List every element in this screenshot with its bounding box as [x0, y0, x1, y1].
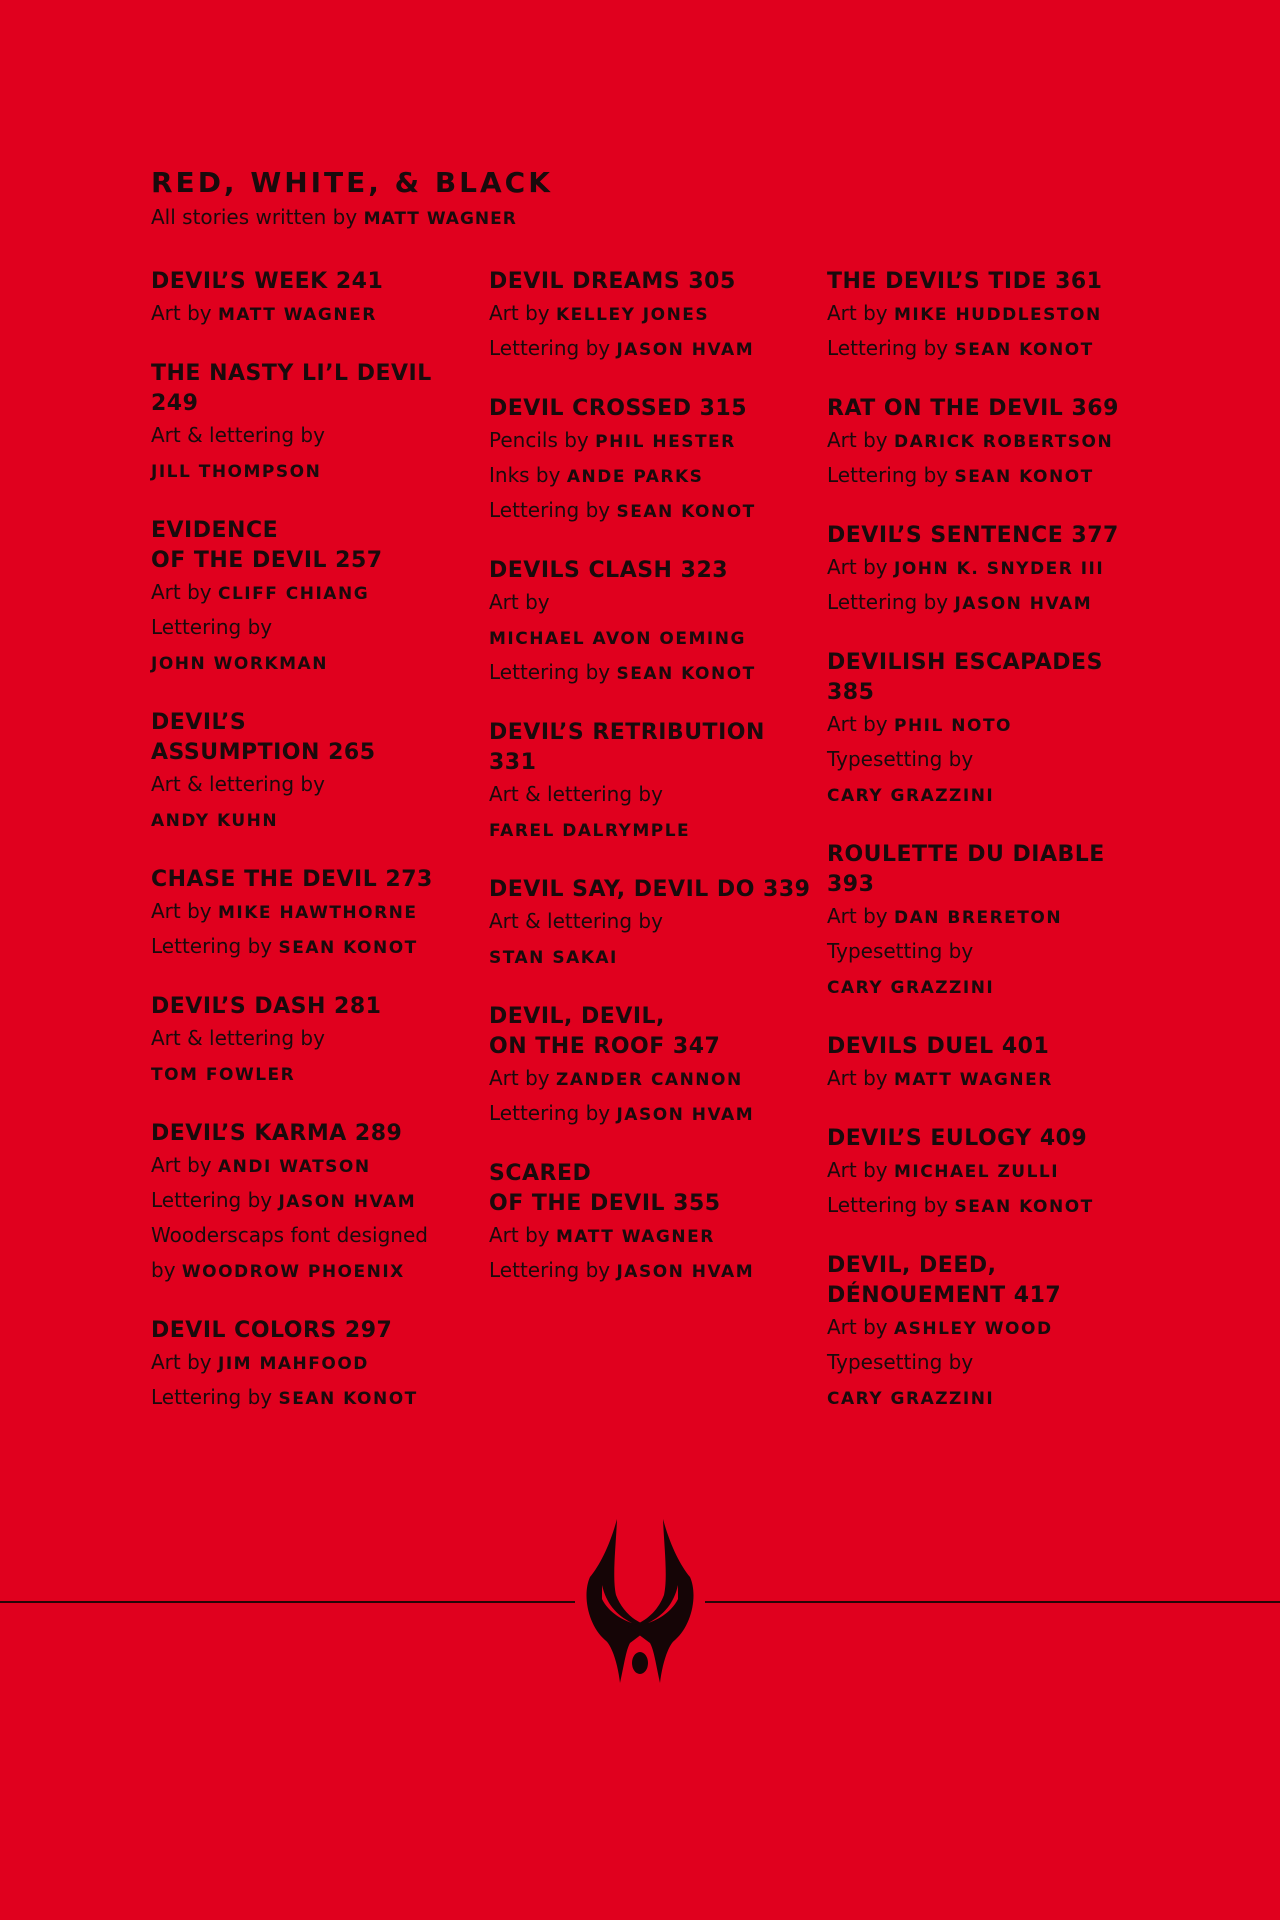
credit-line [489, 424, 819, 459]
story-title: DEVILISH ESCAPADES 385 [827, 650, 1103, 705]
credit-role: Art by [489, 1066, 556, 1090]
credit-line [489, 905, 819, 940]
toc-entry [151, 1119, 481, 1289]
credit-line [827, 297, 1157, 332]
credit-line [151, 454, 481, 489]
credit-line [827, 1062, 1157, 1097]
creator-name: PHIL NOTO [894, 716, 1012, 736]
toc-entry [827, 1124, 1157, 1224]
credit-line [489, 778, 819, 813]
story-title: DEVIL SAY, DEVIL DO 339 [489, 877, 811, 902]
writer-name: MATT WAGNER [363, 209, 517, 229]
creator-name: JILL THOMPSON [151, 462, 322, 482]
credit-role: Lettering by [151, 1385, 279, 1409]
story-title: ASSUMPTION 265 [151, 740, 376, 765]
creator-name: ANDY KUHN [151, 811, 279, 831]
credit-line [151, 646, 481, 681]
creator-name: MIKE HUDDLESTON [894, 305, 1102, 325]
creator-name: CARY GRAZZINI [827, 978, 995, 998]
toc-entry [489, 394, 819, 529]
credit-line [489, 1254, 819, 1289]
credit-line [489, 1097, 819, 1132]
story-title: OF THE DEVIL 257 [151, 548, 383, 573]
credit-role: Art & lettering by [151, 1026, 325, 1050]
credit-role: Lettering by [827, 336, 955, 360]
credit-line [827, 424, 1157, 459]
toc-entry [151, 865, 481, 965]
credit-role: Art & lettering by [151, 772, 325, 796]
creator-name: MATT WAGNER [556, 1227, 715, 1247]
creator-name: JASON HVAM [278, 1192, 417, 1212]
creator-name: JOHN K. SNYDER III [894, 559, 1105, 579]
toc-column-3 [827, 267, 1157, 1443]
credit-line [151, 1057, 481, 1092]
credit-line [489, 1219, 819, 1254]
creator-name: JOHN WORKMAN [151, 654, 328, 674]
credit-role: Typesetting by [827, 747, 974, 771]
credit-role: Lettering by [489, 660, 617, 684]
credit-role: Art & lettering by [489, 782, 663, 806]
creator-name: DAN BRERETON [894, 908, 1063, 928]
story-title: DEVILS DUEL 401 [827, 1034, 1050, 1059]
story-title: RAT ON THE DEVIL 369 [827, 396, 1119, 421]
section-header [151, 166, 553, 229]
story-title: DEVIL’S [151, 710, 247, 735]
story-title: DEVIL’S SENTENCE 377 [827, 523, 1119, 548]
creator-name: STAN SAKAI [489, 948, 618, 968]
credit-line [151, 1184, 481, 1219]
credit-role: by [151, 1258, 182, 1282]
creator-name: SEAN KONOT [954, 340, 1094, 360]
credit-line [151, 1346, 481, 1381]
subtitle [151, 205, 553, 229]
credit-role: Pencils by [489, 428, 596, 452]
toc-column-2 [489, 267, 819, 1316]
credit-line [827, 1311, 1157, 1346]
credit-line [827, 586, 1157, 621]
story-title: ON THE ROOF 347 [489, 1034, 721, 1059]
creator-name: MICHAEL ZULLI [894, 1162, 1060, 1182]
story-title: CHASE THE DEVIL 273 [151, 867, 433, 892]
credit-line [151, 1219, 481, 1254]
credit-line [151, 895, 481, 930]
credit-role: Art by [489, 590, 550, 614]
creator-name: JASON HVAM [616, 340, 755, 360]
credit-line [489, 494, 819, 529]
credit-role: Typesetting by [827, 1350, 974, 1374]
creator-name: WOODROW PHOENIX [181, 1262, 405, 1282]
credit-role: Art by [827, 1315, 894, 1339]
story-title: DEVIL’S RETRIBUTION 331 [489, 720, 765, 775]
credit-line [151, 1381, 481, 1416]
credit-role: Lettering by [151, 615, 273, 639]
creator-name: SEAN KONOT [954, 467, 1094, 487]
credit-role: Lettering by [489, 1101, 617, 1125]
story-title: DÉNOUEMENT 417 [827, 1283, 1062, 1308]
credit-role: Lettering by [489, 498, 617, 522]
credit-role: Art by [151, 899, 218, 923]
creator-name: KELLEY JONES [556, 305, 710, 325]
credit-line [151, 576, 481, 611]
credit-line [151, 930, 481, 965]
credit-line [827, 1346, 1157, 1381]
credit-line [489, 586, 819, 621]
credit-line [827, 900, 1157, 935]
creator-name: ZANDER CANNON [556, 1070, 743, 1090]
creator-name: DARICK ROBERTSON [894, 432, 1114, 452]
credit-line [827, 332, 1157, 367]
credit-role: Typesetting by [827, 939, 974, 963]
creator-name: ANDE PARKS [566, 467, 704, 487]
credit-line [827, 1381, 1157, 1416]
creator-name: SEAN KONOT [278, 1389, 418, 1409]
creator-name: CLIFF CHIANG [218, 584, 370, 604]
credit-line [489, 297, 819, 332]
creator-name: JASON HVAM [954, 594, 1093, 614]
creator-name: SEAN KONOT [954, 1197, 1094, 1217]
story-title: DEVIL’S KARMA 289 [151, 1121, 403, 1146]
creator-name: JASON HVAM [616, 1105, 755, 1125]
creator-name: ANDI WATSON [218, 1157, 371, 1177]
toc-entry [489, 875, 819, 975]
credit-line [489, 459, 819, 494]
toc-entry [489, 1159, 819, 1289]
creator-name: ASHLEY WOOD [894, 1319, 1053, 1339]
toc-entry [827, 1251, 1157, 1416]
credit-role: Inks by [489, 463, 567, 487]
credit-role: Art by [827, 712, 894, 736]
credit-role: Lettering by [151, 1188, 279, 1212]
story-title: ROULETTE DU DIABLE 393 [827, 842, 1105, 897]
credit-line [151, 803, 481, 838]
credit-line [151, 611, 481, 646]
creator-name: MATT WAGNER [218, 305, 377, 325]
credit-role: Art by [151, 301, 218, 325]
credit-role: Lettering by [827, 1193, 955, 1217]
credit-role: Lettering by [489, 336, 617, 360]
creator-name: MATT WAGNER [894, 1070, 1053, 1090]
story-title: THE NASTY LI’L DEVIL 249 [151, 361, 432, 416]
credit-role: Art by [827, 428, 894, 452]
toc-entry [489, 267, 819, 367]
toc-entry [151, 516, 481, 681]
credit-role: Art by [827, 555, 894, 579]
toc-column-1 [151, 267, 481, 1443]
story-title: DEVIL CROSSED 315 [489, 396, 748, 421]
credit-role: Art & lettering by [489, 909, 663, 933]
toc-entry [151, 1316, 481, 1416]
creator-name: SEAN KONOT [616, 664, 756, 684]
credit-role: Lettering by [827, 590, 955, 614]
toc-entry [151, 359, 481, 489]
credit-line [489, 940, 819, 975]
credit-line [151, 419, 481, 454]
credit-line [489, 621, 819, 656]
story-title: DEVIL’S DASH 281 [151, 994, 382, 1019]
creator-name: FAREL DALRYMPLE [489, 821, 691, 841]
creator-name: MICHAEL AVON OEMING [489, 629, 746, 649]
story-title: DEVIL, DEED, [827, 1253, 997, 1278]
credit-line [827, 1154, 1157, 1189]
story-title: SCARED [489, 1161, 592, 1186]
creator-name: CARY GRAZZINI [827, 786, 995, 806]
credit-role: Wooderscaps font designed [151, 1223, 428, 1247]
credit-role: Art by [489, 1223, 556, 1247]
credit-line [827, 778, 1157, 813]
credit-role: Art by [827, 1158, 894, 1182]
credit-role: Lettering by [489, 1258, 617, 1282]
page-title: RED, WHITE, & BLACK [151, 166, 553, 199]
credit-line [489, 1062, 819, 1097]
credit-line [151, 1149, 481, 1184]
toc-entry [827, 394, 1157, 494]
creator-name: JIM MAHFOOD [218, 1354, 369, 1374]
credit-line [827, 743, 1157, 778]
creator-name: SEAN KONOT [616, 502, 756, 522]
story-title: DEVILS CLASH 323 [489, 558, 729, 583]
credit-role: Art by [827, 1066, 894, 1090]
credit-role: Art by [827, 301, 894, 325]
credit-line [827, 551, 1157, 586]
toc-entry [151, 992, 481, 1092]
toc-entry [489, 1002, 819, 1132]
credit-role: Lettering by [827, 463, 955, 487]
credit-line [827, 1189, 1157, 1224]
credit-line [489, 813, 819, 848]
creator-name: PHIL HESTER [595, 432, 736, 452]
footer-rule-right [705, 1601, 1280, 1603]
credit-line [151, 768, 481, 803]
credit-line [489, 332, 819, 367]
toc-entry [489, 718, 819, 848]
credit-role: Lettering by [151, 934, 279, 958]
story-title: DEVIL, DEVIL, [489, 1004, 665, 1029]
credit-role: Art & lettering by [151, 423, 325, 447]
story-title: THE DEVIL’S TIDE 361 [827, 269, 1103, 294]
credit-line [489, 656, 819, 691]
credit-line [827, 708, 1157, 743]
story-title: EVIDENCE [151, 518, 279, 543]
credit-line [151, 1254, 481, 1289]
credit-line [827, 935, 1157, 970]
toc-entry [827, 521, 1157, 621]
credit-line [827, 970, 1157, 1005]
creator-name: TOM FOWLER [151, 1065, 296, 1085]
story-title: DEVIL DREAMS 305 [489, 269, 736, 294]
creator-name: CARY GRAZZINI [827, 1389, 995, 1409]
credit-role: Art by [827, 904, 894, 928]
credit-role: Art by [151, 1153, 218, 1177]
story-title: OF THE DEVIL 355 [489, 1191, 721, 1216]
toc-entry [151, 708, 481, 838]
footer-rule-left [0, 1601, 575, 1603]
credit-line [827, 459, 1157, 494]
credit-role: Art by [151, 580, 218, 604]
toc-entry [827, 648, 1157, 813]
credit-line [151, 1022, 481, 1057]
story-title: DEVIL COLORS 297 [151, 1318, 393, 1343]
daredevil-mask-icon [580, 1515, 700, 1690]
creator-name: SEAN KONOT [278, 938, 418, 958]
toc-entry [151, 267, 481, 332]
story-title: DEVIL’S WEEK 241 [151, 269, 384, 294]
toc-entry [827, 267, 1157, 367]
toc-entry [827, 840, 1157, 1005]
story-title: DEVIL’S EULOGY 409 [827, 1126, 1088, 1151]
subtitle-prefix: All stories written by [151, 205, 364, 229]
creator-name: JASON HVAM [616, 1262, 755, 1282]
credit-line [151, 297, 481, 332]
credit-role: Art by [489, 301, 556, 325]
toc-entry [489, 556, 819, 691]
credit-role: Art by [151, 1350, 218, 1374]
toc-entry [827, 1032, 1157, 1097]
creator-name: MIKE HAWTHORNE [218, 903, 418, 923]
